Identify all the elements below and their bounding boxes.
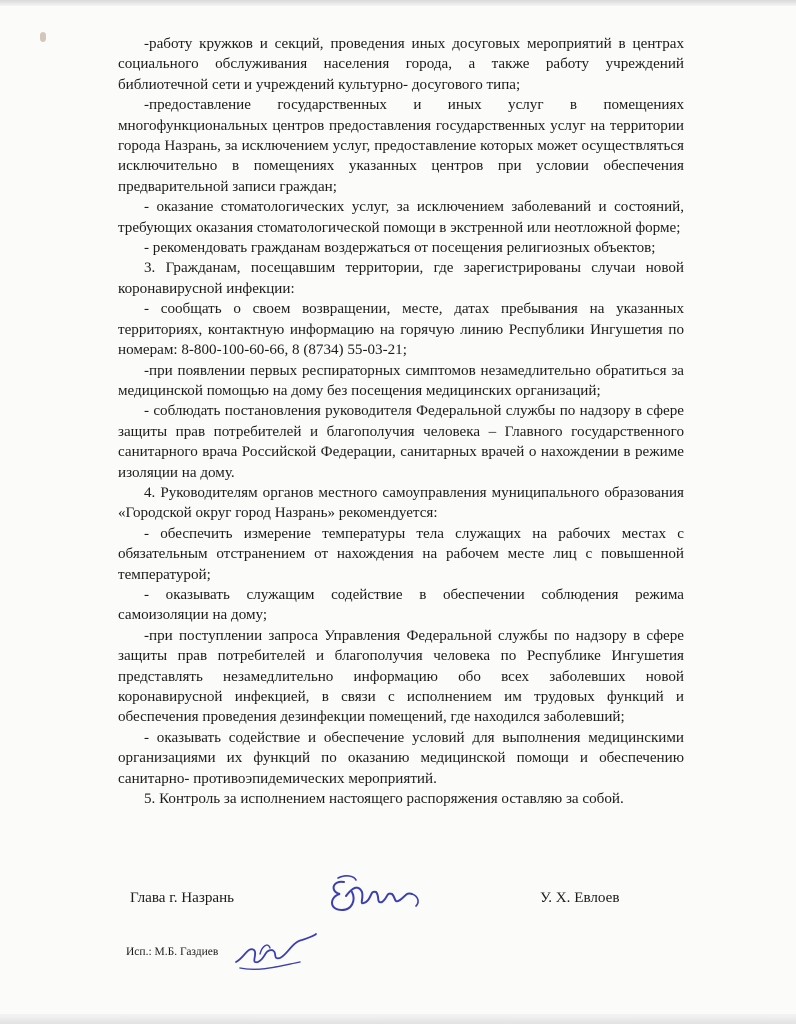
paragraph: 4. Руководителям органов местного самоуправления муниципального образования «Городской округ город Назрань» рекомендуется: xyxy=(118,484,684,522)
paragraph: -при появлении первых респираторных симптомов незамедлительно обратиться за медицинской помощью на дому без посещения медицинских организаций; xyxy=(118,362,684,399)
paragraph: 5. Контроль за исполнением настоящего распоряжения оставляю за собой. xyxy=(144,791,624,808)
executor-signature xyxy=(230,928,320,978)
handwritten-signature xyxy=(322,870,442,925)
paragraph: - оказывать содействие и обеспечение условий для выполнения медицинскими организациями их функций по оказанию медицинской помощи и обеспечению санитарно- противоэпидемических мероприятий. xyxy=(118,729,684,787)
paragraph: -при поступлении запроса Управления Федеральной службы по надзору в сфере защиты прав потребителей и благополучия человека по Республике Ингушетия представлять незамедлительно информацию обо всех заболевших новой коронавирусной инфекцией, в связи с исполнением им трудовых функций и обеспечения проведения дезинфекции помещений, где находился заболевший; xyxy=(118,627,684,726)
paper-smudge xyxy=(40,32,46,42)
paragraph: -предоставление государственных и иных услуг в помещениях многофункциональных центров предоставления государственных услуг на территории города Назрань, за исключением услуг, предоставление которых может осуществляться исключительно в помещениях указанных центров при условии обеспечения предварительной записи граждан; xyxy=(118,97,684,195)
paragraph: 3. Гражданам, посещавшим территории, где зарегистрированы случаи новой коронавирусной инфекции: xyxy=(118,260,684,297)
paragraph: - соблюдать постановления руководителя Федеральной службы по надзору в сфере защиты прав потребителей и благополучия человека – Главного государственного санитарного врача Российской Федерации, санитарных врачей о нахождении в режиме изоляции на дому. xyxy=(118,403,684,481)
executor-note: Исп.: М.Б. Газдиев xyxy=(126,946,219,958)
paragraph: - оказание стоматологических услуг, за исключением заболеваний и состояний, требующих оказания стоматологической помощи в экстренной или неотложной форме; xyxy=(118,199,684,236)
document-body xyxy=(118,34,684,809)
paragraph: -работу кружков и секций, проведения иных досуговых мероприятий в центрах социального обслуживания населения города, а также работу учреждений библиотечной сети и учреждений культурно- досугового типа; xyxy=(118,36,684,93)
bottom-edge-shadow xyxy=(0,1014,796,1024)
paragraph: - оказывать служащим содействие в обеспечении соблюдения режима самоизоляции на дому; xyxy=(118,586,684,624)
paragraph: - обеспечить измерение температуры тела служащих на рабочих местах с обязательным отстранением от нахождения на рабочем месте лиц с повышенной температурой; xyxy=(118,525,684,583)
signatory-name: У. Х. Евлоев xyxy=(540,890,620,906)
paragraph: - рекомендовать гражданам воздержаться от посещения религиозных объектов; xyxy=(144,240,656,257)
signatory-title: Глава г. Назрань xyxy=(130,890,235,906)
paragraph: - сообщать о своем возвращении, месте, датах пребывания на указанных территориях, контактную информацию на горячую линию Республики Ингушетия по номерам: 8-800-100-60-66, 8 (8734) 55-03-21; xyxy=(118,301,684,359)
